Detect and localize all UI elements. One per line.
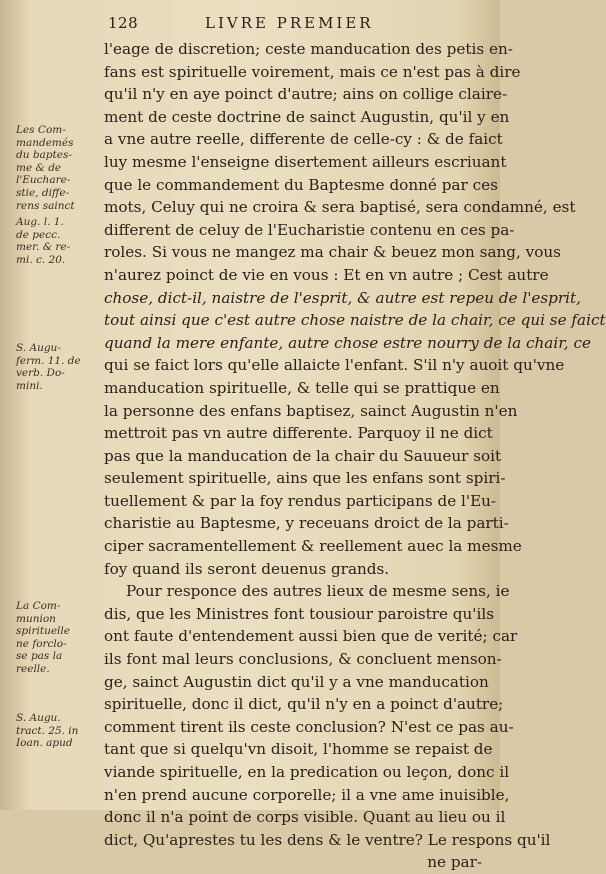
margin-note-line: rens sainct bbox=[16, 199, 75, 212]
page-number: 128 bbox=[108, 14, 139, 32]
margin-note-line: du baptes- bbox=[16, 149, 72, 162]
text-line: roles. Si vous ne mangez ma chair & beuez mon sang, vous bbox=[104, 243, 561, 262]
text-line: ont faute d'entendement aussi bien que de verité; car bbox=[104, 627, 518, 646]
text-line: dict, Qu'aprestes tu les dens & le ventre? Le respons qu'il bbox=[104, 830, 551, 849]
margin-note-line: l'Euchare- bbox=[16, 174, 71, 187]
margin-note bbox=[16, 342, 100, 392]
text-line: ge, sainct Augustin dict qu'il y a vne manducation bbox=[104, 672, 489, 691]
text-line: dis, que les Ministres font tousiour paroistre qu'ils bbox=[104, 604, 494, 623]
margin-note-line: S. Augu. bbox=[16, 712, 61, 724]
margin-note-line: tract. 25. in bbox=[16, 724, 79, 737]
body-text bbox=[104, 38, 606, 874]
text-line: pas que la manducation de la chair du Sauueur soit bbox=[104, 446, 502, 465]
margin-note-line: reelle. bbox=[16, 662, 50, 675]
text-line: mots, Celuy qui ne croira & sera baptisé, sera condamné, est bbox=[104, 198, 576, 217]
text-line: fans est spirituelle voirement, mais ce n'est pas à dire bbox=[104, 62, 521, 81]
margin-note-line: mandemés bbox=[16, 136, 74, 149]
text-line: viande spirituelle, en la predication ou leçon, donc il bbox=[104, 763, 510, 781]
margin-note-line: spirituelle bbox=[16, 625, 70, 638]
text-line: tuellement & par la foy rendus participans de l'Eu- bbox=[104, 491, 497, 510]
margin-note-line: Aug. l. 1. bbox=[16, 216, 64, 228]
margin-note-line: stie, diffe- bbox=[16, 186, 70, 199]
text-line: quand la mere enfante, autre chose estre nourry de la chair, ce bbox=[104, 333, 591, 352]
margin-note-line: ne forclo- bbox=[16, 637, 67, 650]
text-line: luy mesme l'enseigne disertement ailleurs escriuant bbox=[104, 152, 507, 171]
margin-note-line: mi. c. 20. bbox=[16, 253, 66, 266]
text-line: ment de ceste doctrine de sainct Augustin, qu'il y en bbox=[104, 107, 510, 126]
margin-note-line: Ioan. apud bbox=[16, 737, 73, 750]
text-line: seulement spirituelle, ains que les enfans sont spiri- bbox=[104, 469, 506, 488]
text-line: n'en prend aucune corporelle; il a vne ame inuisible, bbox=[104, 785, 510, 804]
margin-note-line: S. Augu- bbox=[16, 342, 61, 354]
text-line: donc il n'a point de corps visible. Quant au lieu ou il bbox=[104, 808, 506, 827]
text-line: different de celuy de l'Eucharistie contenu en ces pa- bbox=[104, 220, 515, 239]
text-line: qui se faict lors qu'elle allaicte l'enfant. S'il n'y auoit qu'vne bbox=[104, 356, 565, 375]
margin-note-line: de pecc. bbox=[16, 228, 61, 241]
running-head: LIVRE PREMIER bbox=[205, 14, 374, 32]
margin-note-line: La Com- bbox=[16, 600, 61, 612]
catchword-line: ne par- bbox=[427, 853, 482, 872]
text-line: que le commandement du Baptesme donné par ces bbox=[104, 175, 498, 194]
page-header bbox=[0, 14, 500, 34]
text-line: a vne autre reelle, differente de celle-cy : & de faict bbox=[104, 130, 503, 149]
text-line: comment tirent ils ceste conclusion? N'est ce pas au- bbox=[104, 717, 514, 736]
margin-note-line: ferm. 11. de bbox=[16, 354, 81, 367]
text-line: foy quand ils seront deuenus grands. bbox=[104, 559, 390, 578]
text-line: mettroit pas vn autre differente. Parquoy il ne dict bbox=[104, 424, 493, 443]
margin-note-line: me & de bbox=[16, 161, 62, 174]
margin-note-line: mer. & re- bbox=[16, 241, 71, 254]
margin-note-line: se pas la bbox=[16, 650, 63, 663]
margin-note bbox=[16, 216, 100, 266]
text-line: tant que si quelqu'vn disoit, l'homme se repaist de bbox=[104, 740, 493, 759]
margin-note-line: verb. Do- bbox=[16, 367, 65, 380]
margin-note bbox=[16, 600, 100, 676]
text-line: ciper sacramentellement & reellement auec la mesme bbox=[104, 537, 522, 556]
text-line: n'aurez poinct de vie en vous : Et en vn autre ; Cest autre bbox=[104, 265, 549, 284]
text-line: charistie au Baptesme, y receuans droict de la parti- bbox=[104, 514, 509, 533]
margin-note-line: mini. bbox=[16, 379, 43, 392]
text-line: qu'il n'y en aye poinct d'autre; ains on collige claire- bbox=[104, 85, 508, 104]
margin-note bbox=[16, 124, 100, 212]
text-line: spirituelle, donc il dict, qu'il n'y en a poinct d'autre; bbox=[104, 695, 504, 714]
text-line: tout ainsi que c'est autre chose naistre de la chair, ce qui se faict bbox=[104, 311, 606, 330]
text-line: l'eage de discretion; ceste manducation des petis en- bbox=[104, 40, 513, 58]
text-line: chose, dict-il, naistre de l'esprit, & autre est repeu de l'esprit, bbox=[104, 288, 581, 307]
text-line: manducation spirituelle, & telle qui se prattique en bbox=[104, 378, 500, 397]
margin-note bbox=[16, 712, 100, 750]
margin-note-line: Les Com- bbox=[16, 124, 66, 136]
margin-note-line: munion bbox=[16, 612, 56, 625]
text-line: la personne des enfans baptisez, sainct Augustin n'en bbox=[104, 401, 518, 420]
text-line: Pour responce des autres lieux de mesme sens, ie bbox=[126, 582, 510, 601]
text-line: ils font mal leurs conclusions, & concluent menson- bbox=[104, 650, 502, 669]
